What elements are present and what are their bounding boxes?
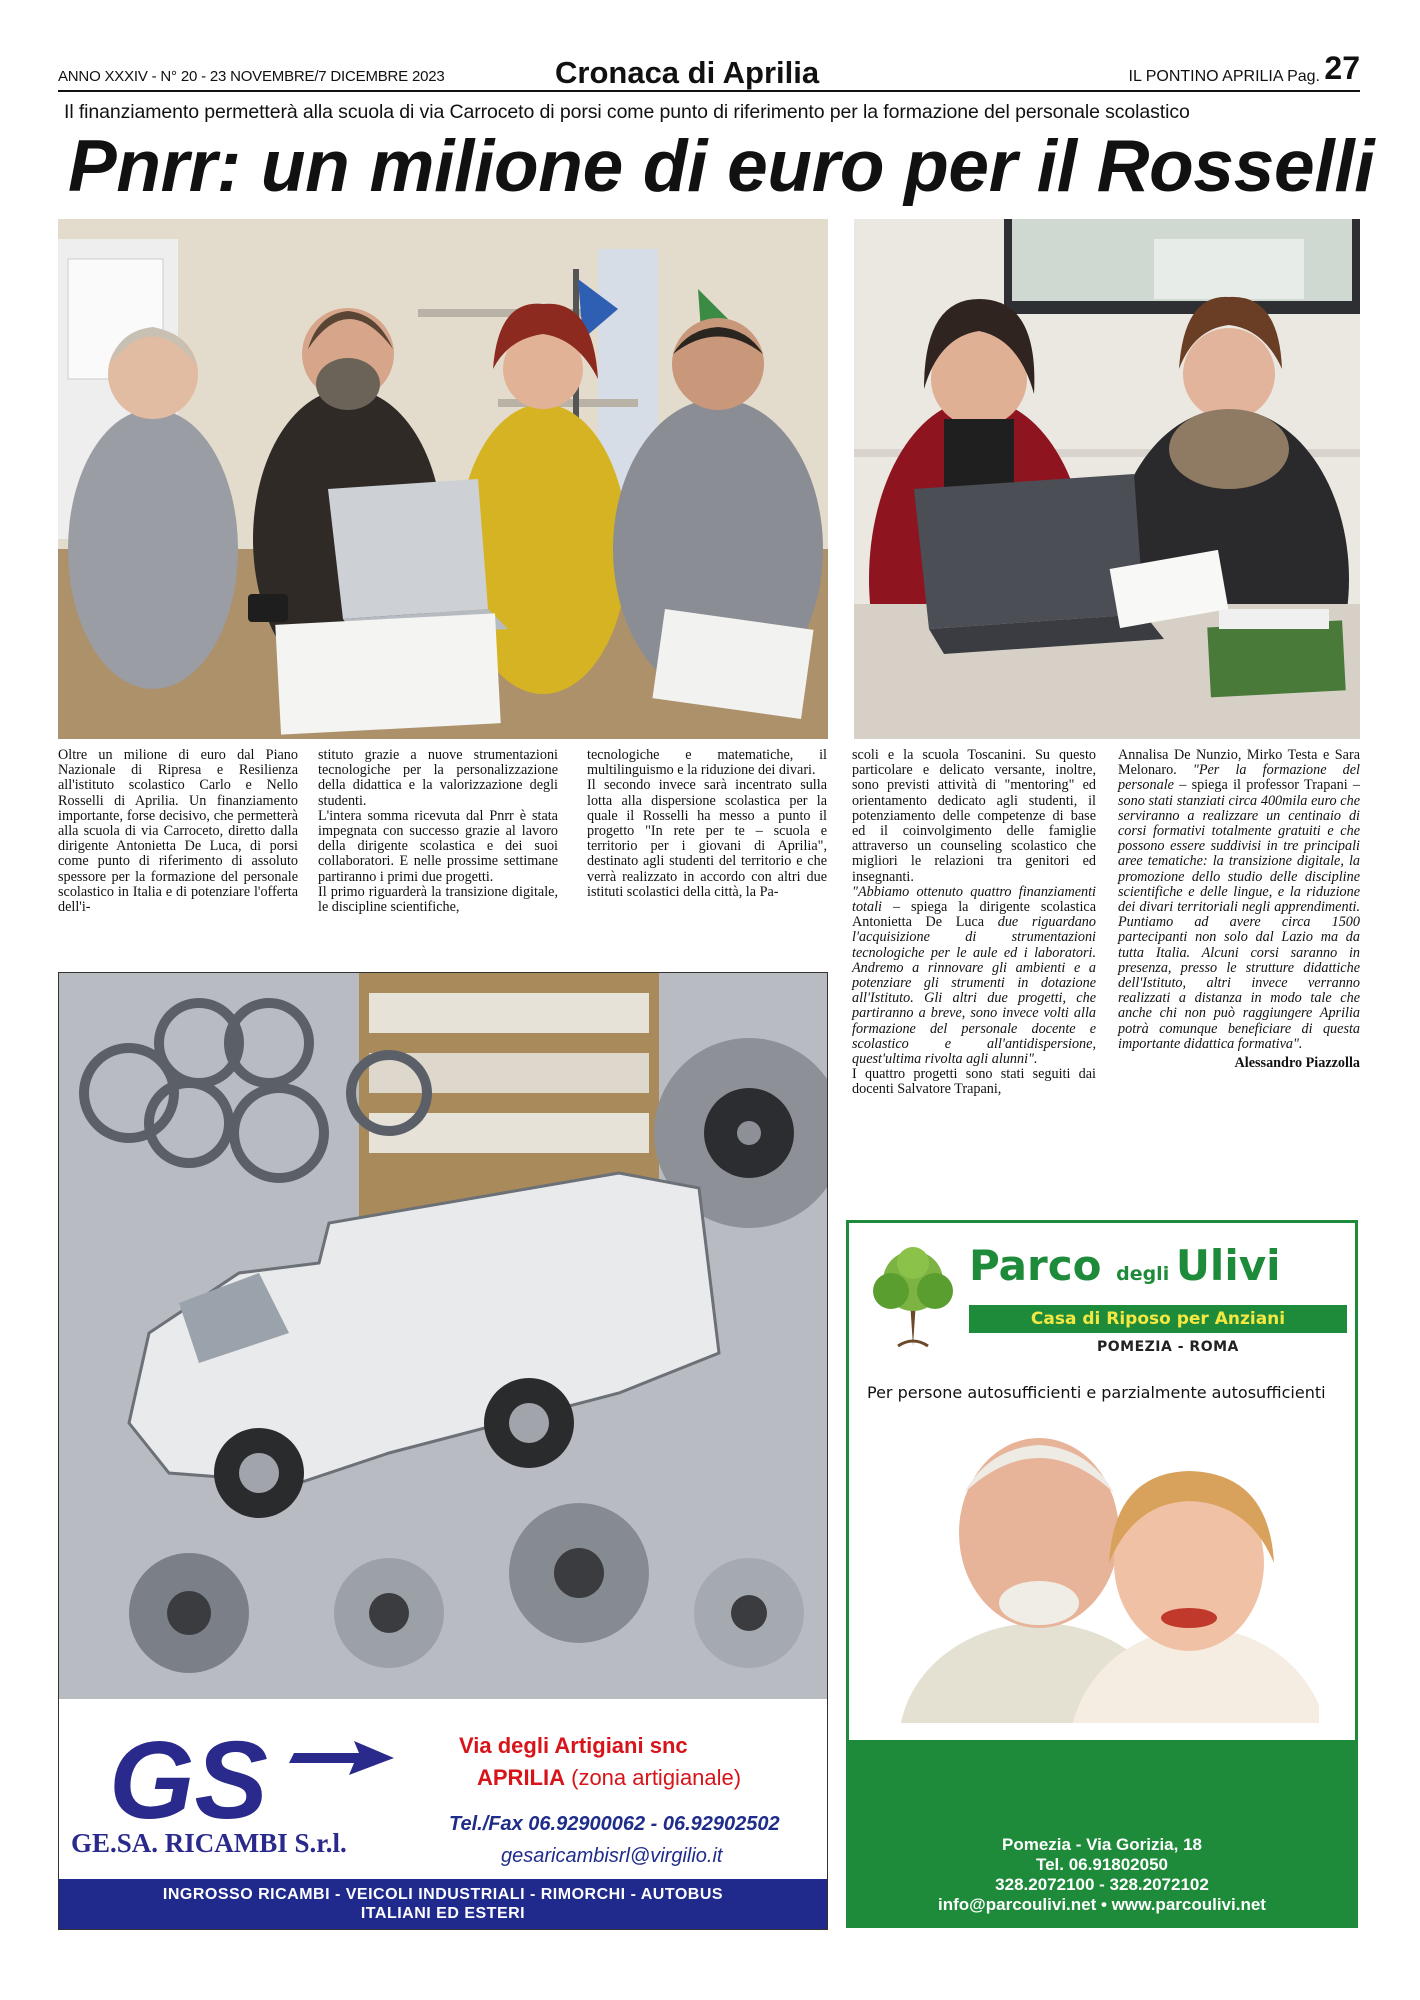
- article-paragraph: Il secondo invece sarà incentrato sulla lotta alla dispersione scolastica per la quale il Rosselli ha messo a punto il progetto "In rete per te – scuola e territorio per i giovani di Aprilia", destinato agli studenti del territorio e che verrà realizzato in accordo con altri due istituti scolastici della città, la Pa-: [587, 777, 827, 900]
- gesa-phone: Tel./Fax 06.92900062 - 06.92902502: [449, 1813, 780, 1835]
- gesa-logo-arrow: [289, 1741, 394, 1775]
- article-headline: Pnrr: un milione di euro per il Rosselli: [68, 126, 1375, 207]
- article-paragraph: scoli e la scuola Toscanini. Su questo particolare e delicato versante, inoltre, sono previsti attività di "mentoring" ed orientamento dedicato agli studenti, il potenziamento delle competenze di base ed il coinvolgimento delle famiglie attraverso un counseling scolastico che migliori le relazioni tra genitori ed insegnanti.: [852, 747, 1096, 885]
- article-paragraph: Oltre un milione di euro dal Piano Nazionale di Ripresa e Resilienza all'istituto scolastico Carlo e Nello Rosselli di Aprilia. Un finanziamento importante, forse decisivo, che permetterà alla scuola di via Carroceto, diretto dalla dirigente Antonietta De Luca, di porsi come punto di riferimento di assoluto spessore per la formazione del personale scolastico in Italia e di potenziare l'offerta dell'i-: [58, 747, 298, 916]
- article-paragraph: L'intera somma ricevuta dal Pnrr è stata impegnata con successo grazie al lavoro della dirigente scolastica e dei suoi collaboratori. E nelle prossime settimane partiranno i primi due progetti.: [318, 807, 558, 885]
- gesa-company-name: GE.SA. RICAMBI S.r.l.: [71, 1828, 347, 1858]
- ad-gesa-ricambi[interactable]: [58, 972, 828, 1930]
- quote-italic: due riguardano l'acquisizione di strumentazioni tecnologiche per le aule ed i laboratori. Andremo a rinnovare gli ambienti e a potenziare gli strumenti in dotazione all'Istituto. Gli altri due progetti, che partiranno a breve, sono invece volti alla formazione del personale docente e scolastico e all'antidispersione, quest'ultima rivolta agli alunni".: [852, 914, 1096, 1068]
- quote-normal: Annalisa De Nunzio, Mirko Testa e Sara Melonaro.: [1118, 747, 1360, 779]
- gesa-city: APRILIA: [477, 1765, 565, 1790]
- gesa-tagline-bar: [59, 1879, 827, 1929]
- section-title: Cronaca di Aprilia: [555, 55, 820, 90]
- gesa-zone: (zona artigianale): [565, 1765, 742, 1790]
- gesa-address-street: Via degli Artigiani snc: [459, 1733, 688, 1758]
- parco-title-a: Parco: [969, 1241, 1117, 1290]
- article-column-4: [852, 748, 1096, 1098]
- parco-phone: Tel. 06.91802050: [1035, 1855, 1168, 1874]
- parco-location: POMEZIA - ROMA: [1097, 1339, 1239, 1355]
- ad-gesa-image-truck-parts: [59, 973, 827, 1699]
- issue-info: ANNO XXXIV - N° 20 - 23 NOVEMBRE/7 DICEMBRE 2023: [58, 68, 445, 85]
- parco-photo-elderly-couple: [889, 1413, 1319, 1723]
- article-column-2: [318, 748, 558, 915]
- gesa-tagline-line2: ITALIANI ED ESTERI: [360, 1905, 526, 1922]
- gesa-email[interactable]: gesaricambisrl@virgilio.it: [501, 1845, 723, 1867]
- article-column-1: [58, 748, 298, 915]
- parco-web[interactable]: info@parcoulivi.net • www.parcoulivi.net: [938, 1895, 1266, 1914]
- parco-subtitle: Per persone autosufficienti e parzialmente autosufficienti: [867, 1383, 1326, 1402]
- parco-title-b: degli: [1116, 1263, 1176, 1285]
- article-paragraph: stituto grazie a nuove strumentazioni tecnologiche per la personalizzazione della didattica e la valorizzazione degli studenti.: [318, 747, 558, 809]
- article-paragraph: I quattro progetti sono stati seguiti dai docenti Salvatore Trapani,: [852, 1066, 1096, 1098]
- article-kicker: Il finanziamento permetterà alla scuola di via Carroceto di porsi come punto di riferimento per la formazione del personale scolastico: [64, 101, 1190, 123]
- parco-band: Casa di Riposo per Anziani: [969, 1305, 1347, 1333]
- article-column-5: [1118, 748, 1360, 1071]
- photo-meeting-two-women: [854, 219, 1360, 739]
- article-paragraph: Il primo riguarderà la transizione digitale, le discipline scientifiche,: [318, 883, 558, 916]
- article-paragraph: tecnologiche e matematiche, il multilinguismo e la riduzione dei divari.: [587, 747, 827, 779]
- article-quote: [1118, 748, 1360, 1052]
- parco-address: Pomezia - Via Gorizia, 18: [1002, 1835, 1202, 1854]
- quote-attribution: – spiega il professor Trapani –: [1173, 777, 1360, 794]
- quote-italic: sono stati stanziati circa 400mila euro che serviranno a realizzare un centinaio di corsi formativi totalmente gratuiti e che possono essere suddivisi in tre principali aree tematiche: la transizione digitale, la promozione dello studio delle discipline scientifiche e delle lingue, e la riduzione dei divari territoriali negli apprendimenti. Puntiamo ad avere circa 1500 partecipanti non solo dal Lazio ma da tutta Italia. Alcuni corsi saranno in presenza, presso le strutture didattiche dell'Istituto, altri invece verranno realizzati a distanza in modo tale che anche chi non può raggiungere Aprilia potrà comunque beneficiare di questa importante didattica formativa".: [1118, 792, 1360, 1052]
- article-author: Alessandro Piazzolla: [1234, 1055, 1360, 1072]
- photo-meeting-four-people: [58, 219, 828, 739]
- parco-mobile: 328.2072100 - 328.2072102: [995, 1875, 1209, 1894]
- ad-parco-degli-ulivi[interactable]: [846, 1220, 1358, 1928]
- gesa-logo-text: GS: [109, 1723, 268, 1833]
- article-quote: [852, 885, 1096, 1067]
- quote-attribution: – spiega la dirigente scolastica Antonietta De Luca: [852, 899, 1096, 931]
- gesa-address-city: [477, 1765, 741, 1791]
- quote-italic: "Abbiamo ottenuto quattro finanziamenti totali: [852, 883, 1096, 916]
- olive-tree-icon: [863, 1241, 963, 1351]
- page-number: 27: [1324, 50, 1360, 86]
- paper-name: IL PONTINO APRILIA Pag.: [1128, 68, 1320, 85]
- parco-contact-footer: [849, 1740, 1355, 1925]
- quote-italic: "Per la formazione del personale: [1118, 762, 1360, 794]
- parco-title-c: Ulivi: [1175, 1241, 1281, 1290]
- parco-title: [969, 1241, 1281, 1290]
- gesa-logo: [99, 1723, 399, 1833]
- header-rule: [58, 90, 1360, 92]
- article-column-3: [587, 748, 827, 900]
- gesa-tagline-line1: INGROSSO RICAMBI - VEICOLI INDUSTRIALI - RIMORCHI - AUTOBUS: [162, 1886, 724, 1903]
